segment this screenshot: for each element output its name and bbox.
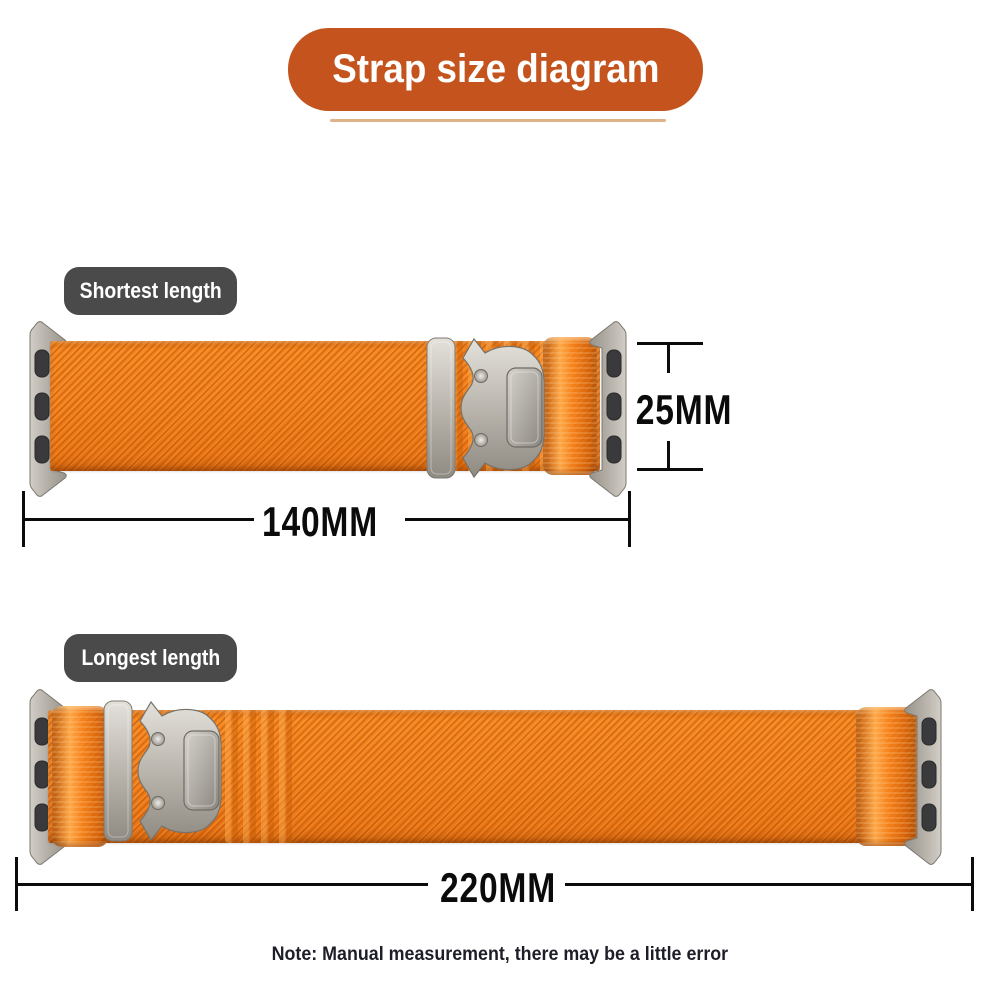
page-title: Strap size diagram bbox=[331, 47, 660, 91]
dim-220mm-left-line bbox=[15, 883, 428, 886]
fabric-fold bbox=[52, 706, 108, 847]
note-text: Note: Manual measurement, there may be a little error bbox=[271, 944, 729, 965]
dim-220mm-value: 220MM bbox=[439, 864, 557, 911]
fabric-gather bbox=[225, 710, 295, 843]
dim-220mm-right-line bbox=[565, 883, 974, 886]
dim-140mm-right-tick bbox=[628, 491, 631, 547]
dim-25mm-bottom-line bbox=[637, 468, 703, 471]
longest-length-label: Longest length bbox=[81, 645, 220, 670]
buckle-icon bbox=[102, 699, 224, 843]
banner-shadow bbox=[330, 119, 666, 122]
dim-140mm-left-line bbox=[22, 518, 254, 521]
watch-adapter-icon bbox=[903, 688, 947, 866]
buckle-icon bbox=[425, 336, 547, 480]
dim-220mm-right-tick bbox=[971, 857, 974, 911]
dim-25mm-top-line bbox=[637, 342, 703, 345]
dim-140mm-value: 140MM bbox=[261, 498, 379, 545]
watch-adapter-icon bbox=[588, 320, 632, 498]
shortest-length-label: Shortest length bbox=[79, 278, 222, 303]
dim-140mm-right-line bbox=[405, 518, 631, 521]
dim-25mm-bottom-tick bbox=[667, 441, 670, 471]
dim-25mm-top-tick bbox=[667, 342, 670, 373]
dim-25mm-value: 25MM bbox=[635, 386, 733, 433]
shortest-length-badge bbox=[64, 267, 237, 315]
note bbox=[0, 944, 1000, 966]
longest-length-badge bbox=[64, 634, 237, 682]
title-banner bbox=[288, 28, 703, 111]
